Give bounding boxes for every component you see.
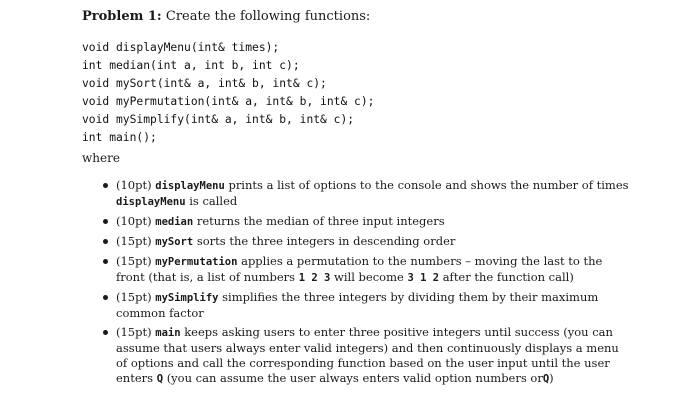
description: prints a list of options to the console and shows the number of times (228, 178, 629, 192)
bullet-dot (103, 183, 108, 188)
inline-code: 1 2 3 (298, 272, 331, 284)
problem-heading (82, 9, 370, 25)
function-name: mySort (155, 236, 194, 248)
description-cont: after the function call) (442, 270, 574, 284)
inline-code: Q (156, 373, 164, 385)
inline-code: Q (542, 373, 550, 385)
function-name: myPermutation (155, 256, 238, 268)
points: (15pt) (116, 290, 152, 304)
bullet-mysimplify (105, 290, 630, 321)
function-name: main (155, 327, 181, 339)
bullet-mypermutation (105, 254, 630, 286)
bullet-dot (103, 295, 108, 300)
bullet-dot (103, 219, 108, 224)
code-line: void myPermutation(int& a, int& b, int& c); (82, 95, 375, 108)
points: (15pt) (116, 254, 152, 268)
description-cont: will become (334, 270, 404, 284)
points: (10pt) (116, 178, 152, 192)
description-cont: ) (549, 371, 554, 385)
function-descriptions (105, 178, 630, 391)
description: returns the median of three input integers (196, 214, 445, 228)
code-line: void mySort(int& a, int& b, int& c); (82, 77, 327, 90)
bullet-mysort (105, 234, 630, 250)
code-line: int median(int a, int b, int c); (82, 59, 300, 72)
code-line: void displayMenu(int& times); (82, 41, 280, 54)
bullet-dot (103, 330, 108, 335)
code-line: void mySimplify(int& a, int& b, int& c); (82, 113, 355, 126)
bullet-displaymenu (105, 178, 630, 210)
function-signatures (82, 39, 374, 147)
problem-label: Problem 1: (82, 9, 162, 24)
inline-code: displayMenu (116, 196, 186, 208)
description: applies a permutation to the numbers – moving the last to the front (that is, a list of numbers (116, 254, 603, 284)
where-label: where (82, 151, 120, 165)
bullet-dot (103, 239, 108, 244)
points: (15pt) (116, 325, 152, 339)
function-name: mySimplify (155, 292, 219, 304)
problem-text: Create the following functions: (165, 9, 371, 24)
description-cont: (you can assume the user always enters valid option numbers or (166, 371, 543, 385)
inline-code: 3 1 2 (407, 272, 440, 284)
description: simplifies the three integers by dividing them by their maximum common factor (116, 290, 599, 320)
points: (15pt) (116, 234, 152, 248)
bullet-dot (103, 259, 108, 264)
bullet-main (105, 325, 630, 387)
function-name: displayMenu (155, 180, 225, 192)
bullet-median (105, 214, 630, 230)
code-line: int main(); (82, 131, 157, 144)
points: (10pt) (116, 214, 152, 228)
description: sorts the three integers in descending order (196, 234, 456, 248)
description: keeps asking users to enter three positive integers until success (you can assume that users always enter valid integers) and then continuously displays a menu of options and call the corresponding function based on the user input until the user enters (116, 325, 619, 385)
function-name: median (155, 216, 194, 228)
description-cont: is called (189, 194, 238, 208)
